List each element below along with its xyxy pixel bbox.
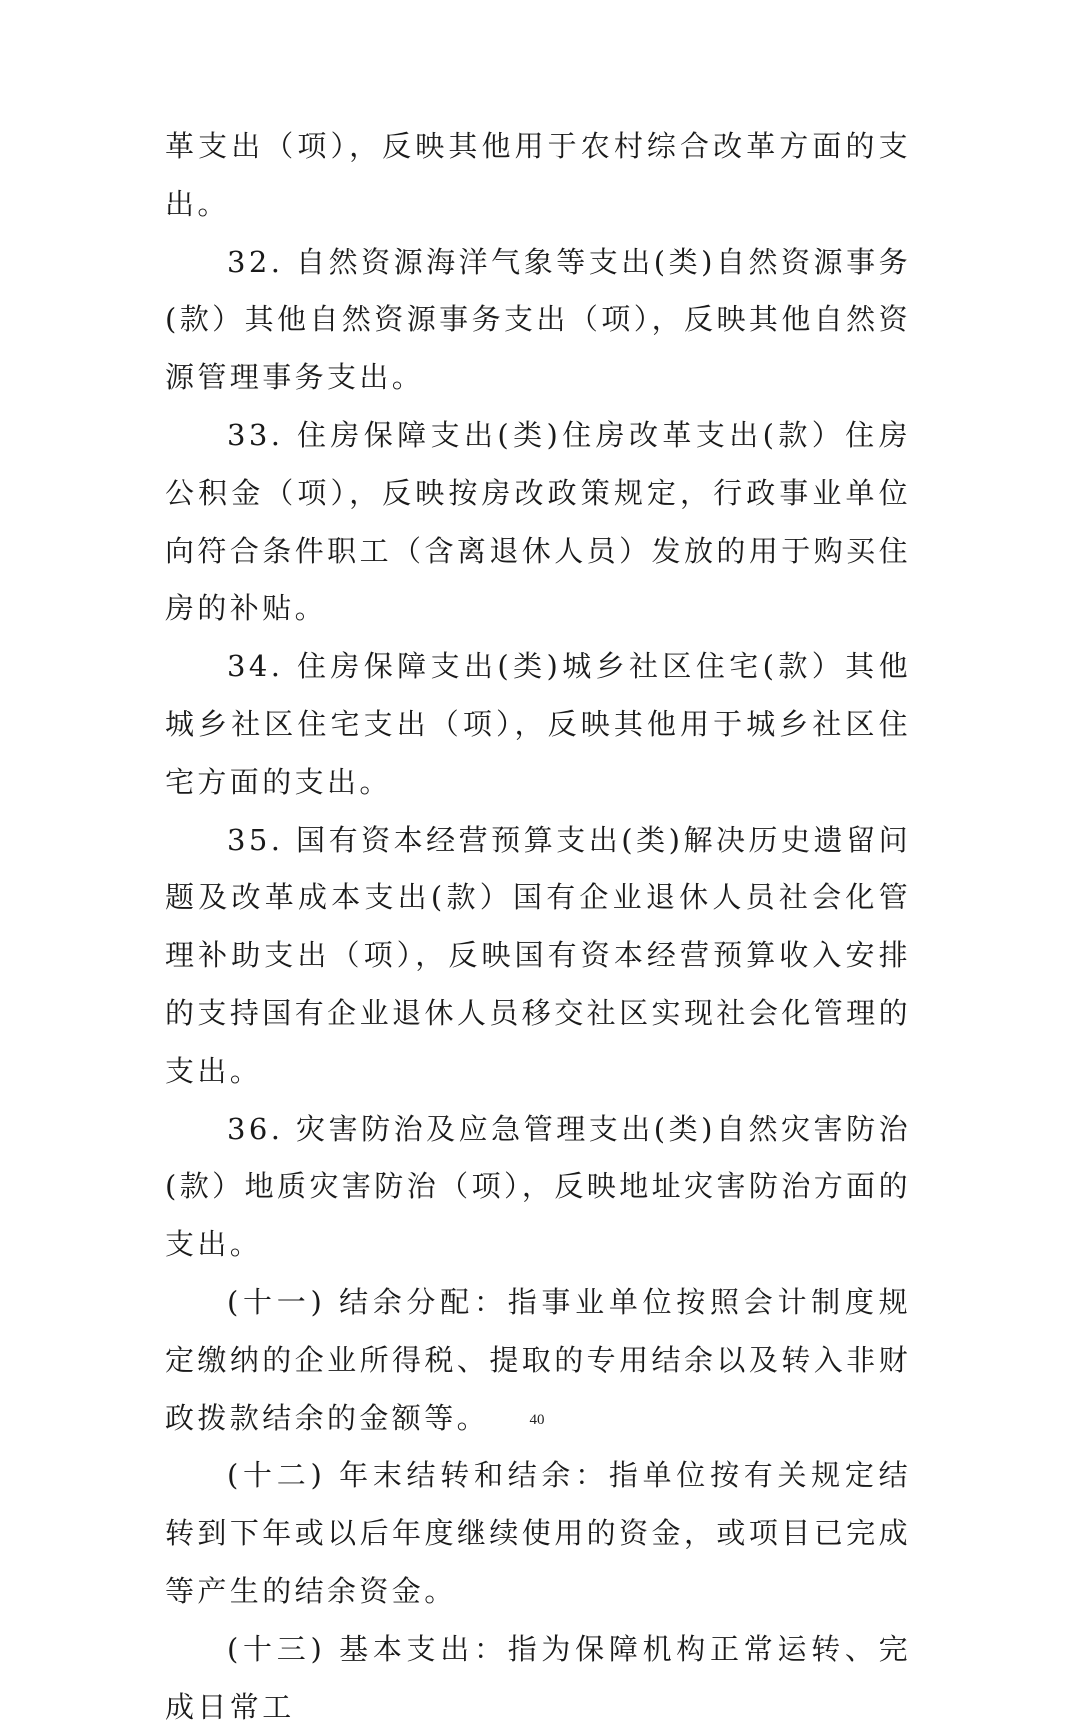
document-body: [165, 118, 911, 1736]
page-number: 40: [529, 1412, 545, 1428]
paragraph-section-12: (十二) 年末结转和结余：指单位按有关规定结转到下年或以后年度继续使用的资金，或项目已完成等产生的结余资金。: [165, 1458, 911, 1608]
paragraph-item-35: 35. 国有资本经营预算支出(类)解决历史遗留问题及改革成本支出(款）国有企业退休人员社会化管理补助支出（项），反映国有资本经营预算收入安排的支持国有企业退休人员移交社区实现社会化管理的支出。: [165, 822, 911, 1088]
paragraph-section-11: (十一) 结余分配：指事业单位按照会计制度规定缴纳的企业所得税、提取的专用结余以及转入非财政拨款结余的金额等。: [165, 1284, 911, 1435]
paragraph-item-36: 36. 灾害防治及应急管理支出(类)自然灾害防治(款）地质灾害防治（项），反映地址灾害防治方面的支出。: [165, 1111, 911, 1262]
paragraph-continuation-rural-reform: 革支出（项），反映其他用于农村综合改革方面的支出。: [165, 129, 911, 221]
paragraph-section-13: (十三) 基本支出：指为保障机构正常运转、完成日常工: [165, 1631, 911, 1724]
paragraph-item-32: 32. 自然资源海洋气象等支出(类)自然资源事务(款）其他自然资源事务支出（项），反映其他自然资源管理事务支出。: [165, 244, 911, 395]
paragraph-item-34: 34. 住房保障支出(类)城乡社区住宅(款）其他城乡社区住宅支出（项），反映其他用于城乡社区住宅方面的支出。: [165, 649, 911, 799]
paragraph-item-33: 33. 住房保障支出(类)住房改革支出(款）住房公积金（项），反映按房改政策规定，行政事业单位向符合条件职工（含离退休人员）发放的用于购买住房的补贴。: [165, 417, 911, 626]
